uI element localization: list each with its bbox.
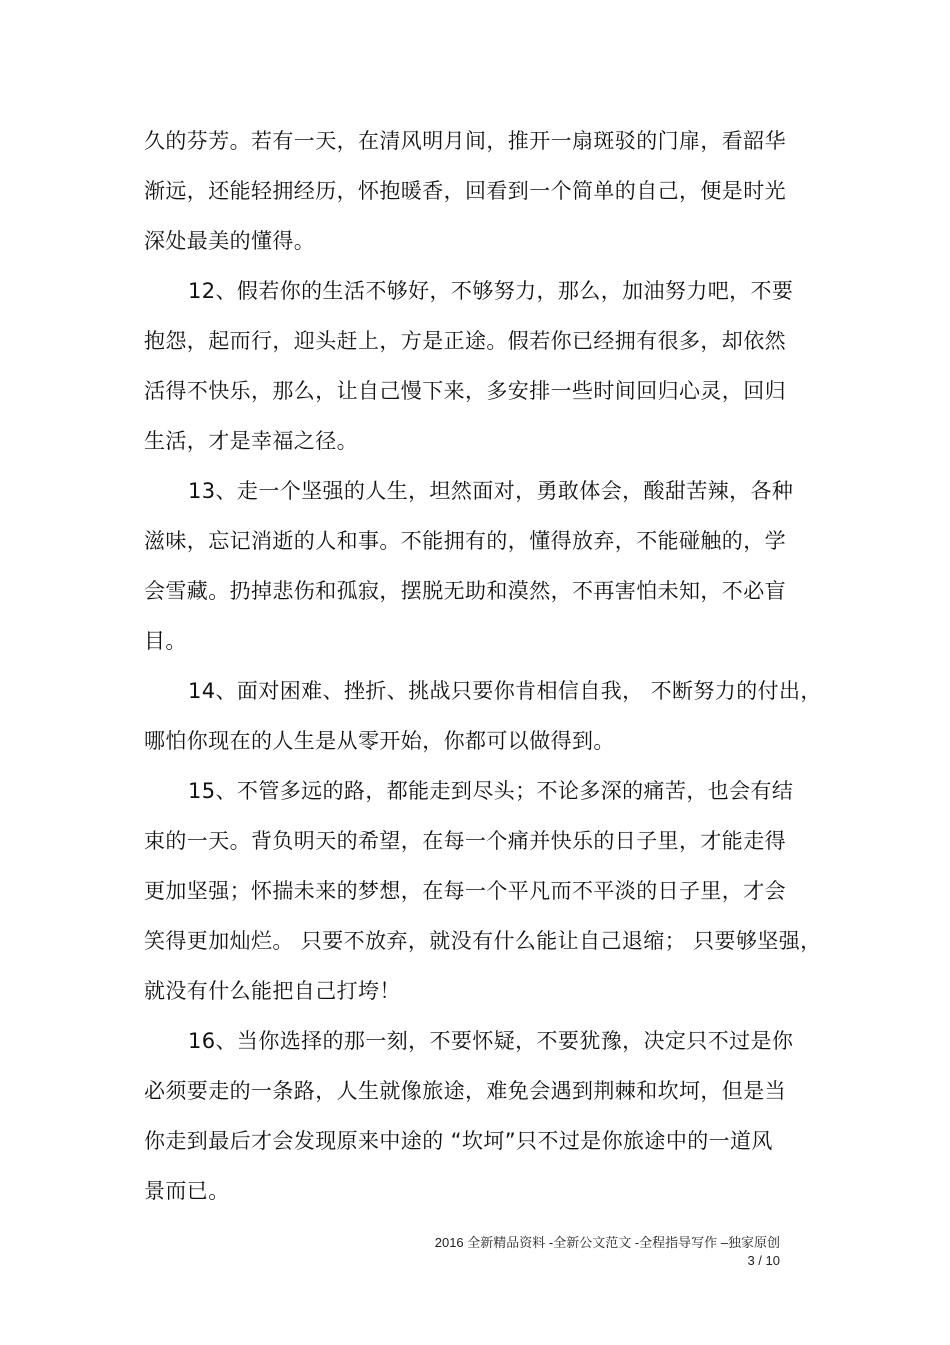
text-line: 抱怨，起而行，迎头赶上，方是正途。假若你已经拥有很多，却依然 (144, 329, 786, 353)
paragraph-16 (144, 1016, 804, 1216)
text-line: 15、不管多远的路，都能走到尽头；不论多深的痛苦，也会有结 (188, 779, 794, 803)
text-line: 会雪藏。扔掉悲伤和孤寂，摆脱无助和漠然，不再害怕未知，不必盲 (144, 579, 786, 603)
paragraph-13 (144, 466, 804, 666)
text-line: 你走到最后才会发现原来中途的 “坎坷”只不过是你旅途中的一道风 (144, 1129, 773, 1153)
text-line: 滋味，忘记消逝的人和事。不能拥有的，懂得放弃，不能碰触的，学 (144, 529, 786, 553)
paragraph-continuation (144, 116, 804, 266)
text-line: 渐远，还能轻拥经历，怀抱暖香，回看到一个简单的自己，便是时光 (144, 179, 786, 203)
paragraph-14 (144, 666, 822, 766)
text-line: 必须要走的一条路，人生就像旅途，难免会遇到荆棘和坎坷，但是当 (144, 1079, 786, 1103)
text-line: 束的一天。背负明天的希望，在每一个痛并快乐的日子里，才能走得 (144, 829, 786, 853)
text-line: 活得不快乐，那么，让自己慢下来，多安排一些时间回归心灵，回归 (144, 379, 786, 403)
document-body (144, 116, 822, 1216)
page-footer (380, 1234, 780, 1270)
text-line: 景而已。 (144, 1179, 230, 1203)
text-line: 深处最美的懂得。 (144, 229, 316, 253)
text-line: 就没有什么能把自己打垮！ (144, 979, 401, 1003)
text-line: 生活，才是幸福之径。 (144, 429, 358, 453)
text-line: 久的芬芳。若有一天，在清风明月间，推开一扇斑驳的门扉，看韶华 (144, 129, 786, 153)
text-line: 更加坚强；怀揣未来的梦想，在每一个平凡而不平淡的日子里，才会 (144, 879, 786, 903)
text-line: 哪怕你现在的人生是从零开始，你都可以做得到。 (144, 729, 615, 753)
page-number: 3 / 10 (747, 1253, 780, 1268)
text-line: 13、走一个坚强的人生，坦然面对，勇敢体会，酸甜苦辣，各种 (188, 479, 794, 503)
paragraph-15 (144, 766, 822, 1016)
footer-tagline: 2016 全新精品资料 -全新公文范文 -全程指导写作 –独家原创 (434, 1235, 780, 1250)
text-line: 16、当你选择的那一刻，不要怀疑，不要犹豫，决定只不过是你 (188, 1029, 794, 1053)
text-line: 12、假若你的生活不够好，不够努力，那么，加油努力吧，不要 (188, 279, 794, 303)
text-line: 14、面对困难、挫折、挑战只要你肯相信自我， 不断努力的付出， (188, 679, 822, 703)
paragraph-12 (144, 266, 804, 466)
text-line: 目。 (144, 629, 187, 653)
text-line: 笑得更加灿烂。 只要不放弃，就没有什么能让自己退缩； 只要够坚强， (144, 929, 822, 953)
